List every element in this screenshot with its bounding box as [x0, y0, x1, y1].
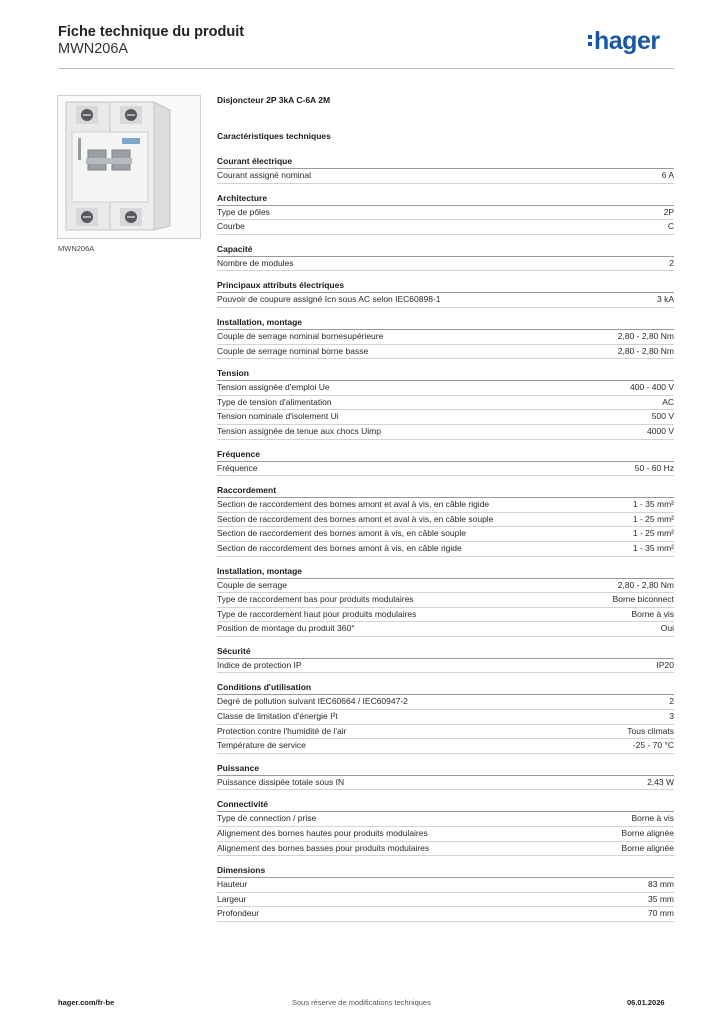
spec-label: Alignement des bornes basses pour produits modulaires	[217, 842, 430, 853]
spec-label: Tension assignée de tenue aux chocs Uimp	[217, 425, 381, 436]
spec-label: Couple de serrage	[217, 579, 287, 590]
spec-label: Indice de protection IP	[217, 659, 302, 670]
product-image	[57, 95, 201, 239]
spec-label: Nombre de modules	[217, 257, 294, 268]
spec-row	[217, 579, 674, 594]
footer-date: 06.01.2026	[627, 998, 665, 1007]
spec-label: Puissance dissipée totale sous IN	[217, 776, 345, 787]
spec-value: 3	[669, 711, 674, 722]
spec-label: Couple de serrage nominal borne basse	[217, 345, 369, 356]
logo-colon-icon	[588, 35, 592, 49]
spec-row	[217, 410, 674, 425]
spec-row	[217, 396, 674, 411]
spec-row	[217, 257, 674, 272]
spec-label: Section de raccordement des bornes amont et aval à vis, en câble souple	[217, 513, 494, 524]
section-title: Principaux attributs électriques	[217, 280, 674, 293]
spec-value: Borne à vis	[631, 813, 674, 824]
spec-row	[217, 622, 674, 637]
spec-value: 3 kA	[656, 294, 674, 305]
spec-row	[217, 462, 674, 477]
spec-section	[217, 799, 674, 856]
section-title: Architecture	[217, 193, 674, 206]
spec-row	[217, 739, 674, 754]
spec-value: Oui	[660, 623, 674, 634]
spec-value: 2,43 W	[647, 776, 674, 787]
product-image-caption: MWN206A	[58, 244, 95, 253]
spec-value: IP20	[656, 659, 674, 670]
footer-notice: Sous réserve de modifications techniques	[292, 998, 431, 1007]
spec-value: 400 - 400 V	[630, 382, 674, 393]
spec-value: Borne à vis	[631, 608, 674, 619]
section-title: Installation, montage	[217, 566, 674, 579]
spec-row	[217, 425, 674, 440]
spec-value: 83 mm	[648, 879, 674, 890]
spec-section	[217, 865, 674, 922]
spec-row	[217, 513, 674, 528]
spec-label: Couple de serrage nominal bornesupérieure	[217, 330, 384, 341]
spec-row	[217, 381, 674, 396]
spec-row	[217, 608, 674, 623]
section-title: Conditions d'utilisation	[217, 682, 674, 695]
characteristics-title: Caractéristiques techniques	[217, 131, 331, 141]
spec-row	[217, 878, 674, 893]
spec-section	[217, 368, 674, 439]
spec-value: C	[667, 221, 674, 232]
spec-row	[217, 206, 674, 221]
section-title: Puissance	[217, 763, 674, 776]
spec-value: Borne biconnect	[612, 594, 674, 605]
spec-value: 35 mm	[648, 893, 674, 904]
spec-value: Tous climats	[627, 725, 674, 736]
spec-value: -25 - 70 °C	[632, 740, 674, 751]
section-title: Connectivité	[217, 799, 674, 812]
spec-label: Température de service	[217, 740, 306, 751]
section-title: Installation, montage	[217, 317, 674, 330]
spec-section	[217, 449, 674, 477]
logo-text: hager	[594, 27, 660, 55]
spec-value: 2	[669, 257, 674, 268]
spec-value: 4000 V	[647, 425, 674, 436]
spec-label: Courbe	[217, 221, 245, 232]
spec-row	[217, 907, 674, 922]
spec-row	[217, 812, 674, 827]
footer-website: hager.com/fr-be	[58, 998, 115, 1007]
spec-value: 6 A	[661, 170, 674, 180]
spec-row	[217, 542, 674, 557]
spec-label: Section de raccordement des bornes amont à vis, en câble souple	[217, 528, 467, 539]
spec-label: Tension nominale d'isolement Ui	[217, 411, 339, 422]
spec-value: Borne alignée	[621, 828, 674, 839]
spec-label: Degré de pollution suivant IEC60664 / IEC60947-2	[217, 696, 408, 707]
circuit-breaker-icon	[58, 96, 200, 238]
spec-value: 2P	[663, 206, 674, 217]
spec-value: 500 V	[651, 411, 674, 422]
spec-row	[217, 827, 674, 842]
spec-section	[217, 682, 674, 753]
spec-row	[217, 330, 674, 345]
spec-value: AC	[662, 396, 674, 407]
spec-label: Classe de limitation d'énergie I²t	[217, 711, 338, 722]
spec-value: 1 - 25 mm²	[632, 528, 674, 539]
spec-label: Position de montage du produit 360°	[217, 623, 355, 634]
spec-row	[217, 659, 674, 674]
spec-value: 2,80 - 2,80 Nm	[617, 345, 674, 356]
spec-row	[217, 220, 674, 235]
spec-section	[217, 763, 674, 791]
spec-row	[217, 695, 674, 710]
spec-label: Section de raccordement des bornes amont et aval à vis, en câble rigide	[217, 499, 490, 510]
spec-value: 1 - 35 mm²	[632, 499, 674, 510]
spec-row	[217, 498, 674, 513]
spec-row	[217, 345, 674, 360]
spec-value: 70 mm	[648, 908, 674, 919]
spec-row	[217, 776, 674, 791]
spec-sections	[217, 156, 674, 922]
section-title: Dimensions	[217, 865, 674, 878]
spec-row	[217, 725, 674, 740]
spec-value: 2,80 - 2,80 Nm	[617, 579, 674, 590]
spec-section	[217, 156, 674, 184]
spec-value: 50 - 60 Hz	[634, 462, 674, 473]
spec-label: Fréquence	[217, 462, 258, 473]
spec-section	[217, 485, 674, 556]
spec-value: 1 - 35 mm²	[632, 542, 674, 553]
spec-value: 2,80 - 2,80 Nm	[617, 330, 674, 341]
section-title: Courant électrique	[217, 156, 674, 169]
section-title: Raccordement	[217, 485, 674, 498]
spec-content	[217, 94, 674, 931]
spec-label: Protection contre l'humidité de l'air	[217, 725, 347, 736]
spec-label: Type de connection / prise	[217, 813, 317, 824]
spec-section	[217, 566, 674, 637]
spec-row	[217, 169, 674, 184]
spec-section	[217, 244, 674, 272]
spec-label: Type de tension d'alimentation	[217, 396, 332, 407]
spec-section	[217, 280, 674, 308]
spec-section	[217, 193, 674, 235]
spec-section	[217, 646, 674, 674]
spec-label: Type de raccordement bas pour produits modulaires	[217, 594, 414, 605]
spec-row	[217, 710, 674, 725]
spec-row	[217, 842, 674, 857]
product-reference: MWN206A	[58, 41, 129, 57]
spec-label: Section de raccordement des bornes amont à vis, en câble rigide	[217, 542, 462, 553]
page-title: Fiche technique du produit	[58, 24, 245, 40]
spec-value: 1 - 25 mm²	[632, 513, 674, 524]
spec-label: Profondeur	[217, 908, 260, 919]
spec-row	[217, 593, 674, 608]
section-title: Sécurité	[217, 646, 674, 659]
spec-value: 2	[669, 696, 674, 707]
spec-section	[217, 317, 674, 359]
section-title: Capacité	[217, 244, 674, 257]
spec-label: Type de raccordement haut pour produits modulaires	[217, 608, 417, 619]
section-title: Tension	[217, 368, 674, 381]
hager-logo	[594, 26, 678, 56]
section-title: Fréquence	[217, 449, 674, 462]
spec-row	[217, 527, 674, 542]
spec-label: Courant assigné nominal	[217, 170, 312, 180]
spec-row	[217, 893, 674, 908]
spec-value: Borne alignée	[621, 842, 674, 853]
spec-label: Largeur	[217, 893, 247, 904]
spec-row	[217, 293, 674, 308]
product-name: Disjoncteur 2P 3kA C-6A 2M	[217, 95, 331, 105]
spec-label: Type de pôles	[217, 206, 270, 217]
spec-label: Alignement des bornes hautes pour produits modulaires	[217, 828, 428, 839]
spec-label: Hauteur	[217, 879, 248, 890]
page-header	[58, 24, 244, 57]
spec-label: Tension assignée d'emploi Ue	[217, 382, 330, 393]
spec-label: Pouvoir de coupure assigné Icn sous AC selon IEC60898-1	[217, 294, 441, 305]
header-divider	[58, 68, 674, 69]
